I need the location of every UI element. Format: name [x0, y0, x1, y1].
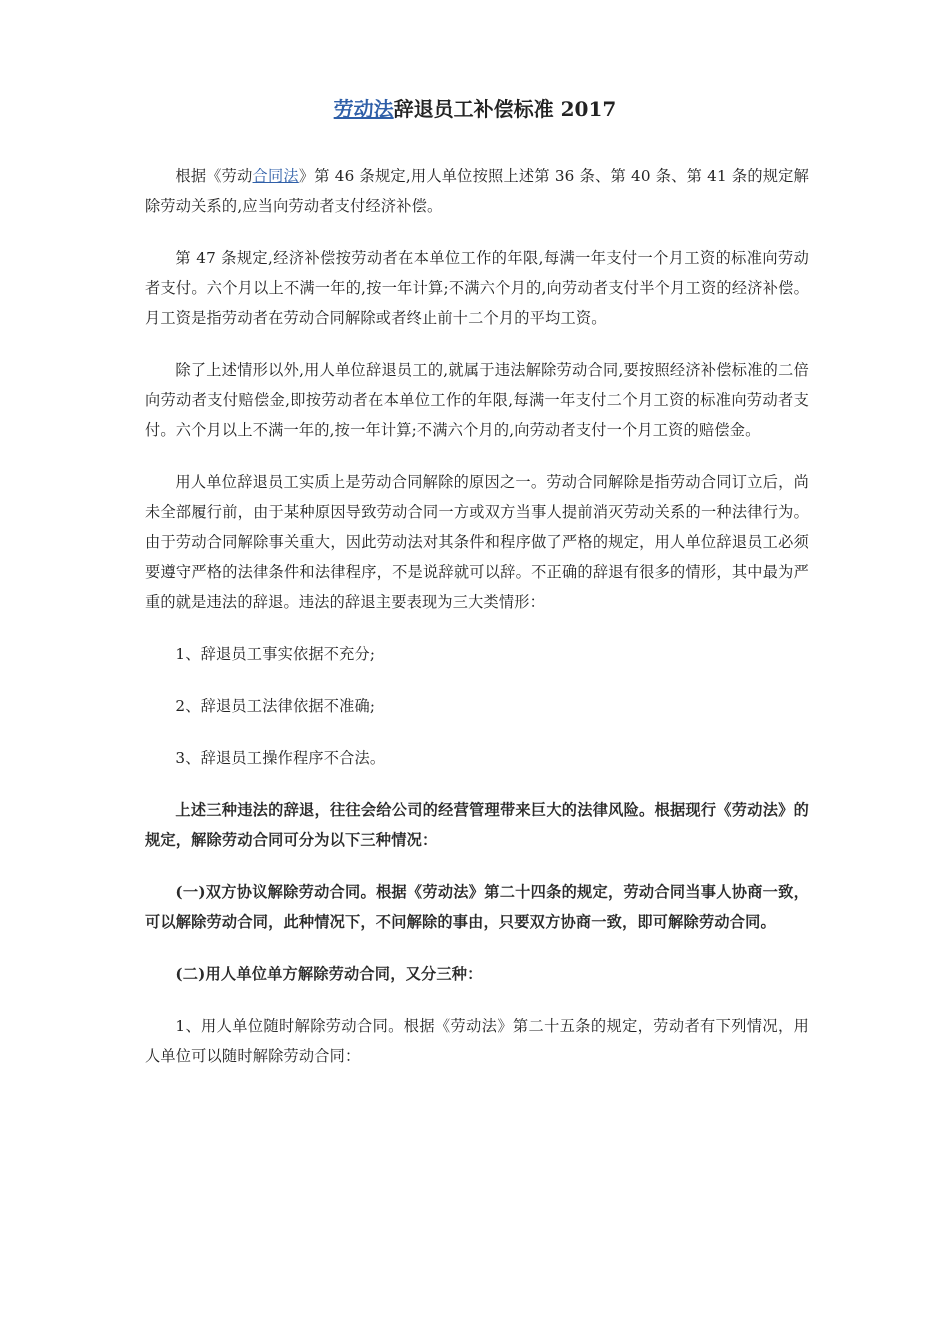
paragraph-illegal-termination: 除了上述情形以外,用人单位辞退员工的,就属于违法解除劳动合同,要按照经济补偿标准的二倍向劳动者支付赔偿金,即按劳动者在本单位工作的年限,每满一年支付二个月工资的标准向劳动者支付。六个月以上不满一年的,按一年计算;不满六个月的,向劳动者支付一个月工资的赔偿金。 [145, 361, 809, 439]
paragraph-unilateral-termination: (二)用人单位单方解除劳动合同，又分三种： [175, 965, 483, 983]
paragraph-legal-risk: 上述三种违法的辞退，往往会给公司的经营管理带来巨大的法律风险。根据现行《劳动法》的规定，解除劳动合同可分为以下三种情况： [145, 801, 809, 849]
article-body [145, 161, 809, 1093]
paragraph-text: 》第 46 条规定,用人单位按照上述第 36 条、第 40 条、第 41 条的规定解除劳动关系的,应当向劳动者支付经济补偿。 [145, 167, 809, 215]
page-title [0, 93, 950, 125]
paragraph-article-46 [145, 161, 809, 221]
paragraph-text: 根据《劳动 [175, 167, 253, 185]
list-item-3: 3、辞退员工操作程序不合法。 [175, 749, 386, 767]
paragraph-article-47: 第 47 条规定,经济补偿按劳动者在本单位工作的年限,每满一年支付一个月工资的标准向劳动者支付。六个月以上不满一年的,按一年计算;不满六个月的,向劳动者支付半个月工资的经济补偿。月工资是指劳动者在劳动合同解除或者终止前十二个月的平均工资。 [145, 249, 809, 327]
title-text: 辞退员工补偿标准 2017 [393, 97, 617, 121]
paragraph-mutual-agreement: (一)双方协议解除劳动合同。根据《劳动法》第二十四条的规定，劳动合同当事人协商一致，可以解除劳动合同，此种情况下，不问解除的事由，只要双方协商一致，即可解除劳动合同。 [145, 883, 809, 931]
contract-law-link[interactable]: 合同法 [252, 167, 299, 185]
list-item-1: 1、辞退员工事实依据不充分; [175, 645, 376, 663]
list-item-2: 2、辞退员工法律依据不准确; [175, 697, 376, 715]
paragraph-immediate-termination: 1、用人单位随时解除劳动合同。根据《劳动法》第二十五条的规定，劳动者有下列情况，用人单位可以随时解除劳动合同： [145, 1017, 809, 1065]
paragraph-termination-explanation: 用人单位辞退员工实质上是劳动合同解除的原因之一。劳动合同解除是指劳动合同订立后，尚未全部履行前，由于某种原因导致劳动合同一方或双方当事人提前消灭劳动关系的一种法律行为。由于劳动合同解除事关重大，因此劳动法对其条件和程序做了严格的规定，用人单位辞退员工必须要遵守严格的法律条件和法律程序，不是说辞就可以辞。不正确的辞退有很多的情形，其中最为严重的就是违法的辞退。违法的辞退主要表现为三大类情形： [145, 473, 809, 611]
title-link-labor-law[interactable]: 劳动法 [333, 97, 394, 121]
